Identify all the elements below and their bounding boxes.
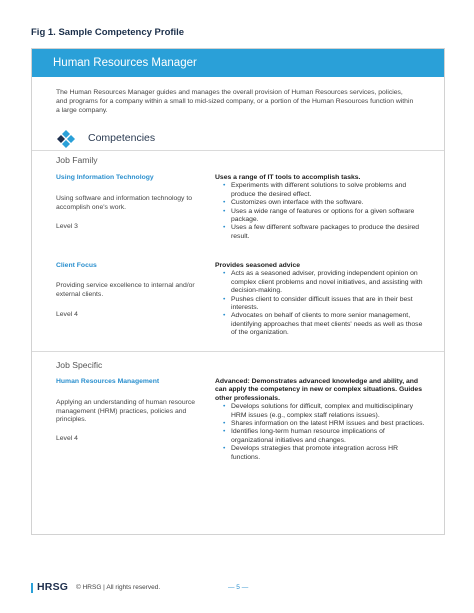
competency-description: Using software and information technology to accomplish one's work. <box>56 195 193 211</box>
competency-description: Providing service excellence to internal and/or external clients. <box>56 282 195 298</box>
behavior-title: Advanced: Demonstrates advanced knowledge and ability, and can apply the competency in new or complex situations. Guides other professionals. <box>215 378 422 402</box>
competency-description: Applying an understanding of human resource management (HRM) practices, policies and principles. <box>56 399 196 424</box>
behavior-item: • Develops solutions for difficult, complex and multidisciplinary HRM issues (e.g., complex staff relations issues). <box>215 403 425 420</box>
behavior-item: • Identifies long-term human resource implications of organizational initiatives and changes. <box>215 428 425 445</box>
behavior-list <box>215 403 425 462</box>
competencies-heading <box>56 129 416 149</box>
logo-mark-icon <box>31 583 36 593</box>
logo-text: HRSG <box>37 581 69 593</box>
competency-level: Level 4 <box>56 435 78 442</box>
job-family-title: Job Family <box>56 155 98 165</box>
copyright-text: © HRSG | All rights reserved. <box>76 584 161 591</box>
page-number: — 5 — <box>228 584 249 591</box>
behavior-item: • Acts as a seasoned adviser, providing independent opinion on complex client problems and novel initiatives, and assisting with decision-making. <box>215 270 425 295</box>
competency-behaviors <box>215 378 425 462</box>
job-specific-title: Job Specific <box>56 360 103 370</box>
behavior-item: • Customizes own interface with the software. <box>215 199 425 207</box>
behavior-item: • Develops strategies that promote integration across HR functions. <box>215 445 425 462</box>
behavior-title: Provides seasoned advice <box>215 262 301 269</box>
behavior-list <box>215 270 425 337</box>
profile-title: Human Resources Manager <box>32 49 444 77</box>
diamond-cluster-icon <box>56 129 76 149</box>
behavior-list <box>215 182 425 241</box>
competency-profile-card <box>31 48 445 535</box>
competencies-label: Competencies <box>88 132 156 144</box>
competency-level: Level 4 <box>56 311 78 318</box>
divider <box>32 150 444 151</box>
divider <box>32 351 444 352</box>
profile-intro: The Human Resources Manager guides and manages the overall provision of Human Resources services, policies, and programs for a company within a small to mid-sized company, or a portion of the Human Resources function within a large company. <box>56 89 414 114</box>
behavior-item: • Uses a few different software packages to produce the desired result. <box>215 224 425 241</box>
behavior-item: • Shares information on the latest HRM issues and best practices. <box>215 420 425 428</box>
behavior-item: • Pushes client to consider difficult issues that are in their best interests. <box>215 296 425 313</box>
competency-name: Using Information Technology <box>56 174 154 181</box>
competency-name: Client Focus <box>56 262 97 269</box>
behavior-item: • Experiments with different solutions to solve problems and produce the desired effect. <box>215 182 425 199</box>
figure-title: Fig 1. Sample Competency Profile <box>31 27 185 38</box>
behavior-item: • Uses a wide range of features or options for a given software package. <box>215 208 425 225</box>
behavior-item: • Advocates on behalf of clients to more senior management, identifying approaches that meet clients' needs as well as those of the organization. <box>215 312 425 337</box>
behavior-title: Uses a range of IT tools to accomplish tasks. <box>215 174 361 181</box>
competency-behaviors <box>215 174 425 241</box>
hrsg-logo <box>31 582 71 594</box>
competency-behaviors <box>215 262 425 338</box>
competency-level: Level 3 <box>56 223 78 230</box>
competency-name: Human Resources Management <box>56 378 160 385</box>
